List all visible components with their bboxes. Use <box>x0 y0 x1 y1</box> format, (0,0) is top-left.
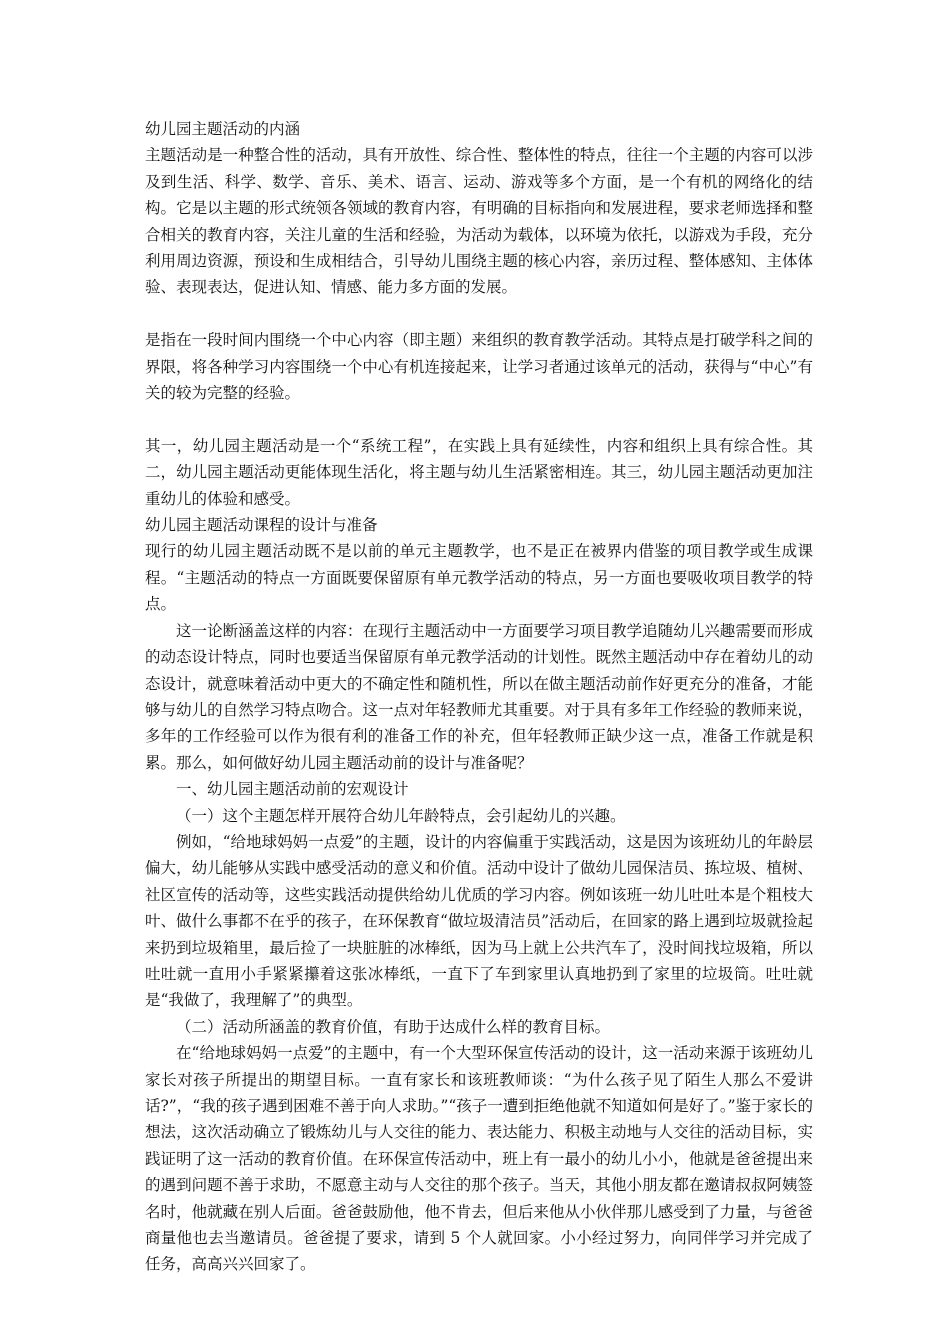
paragraph-example-earth: 例如，“给地球妈妈一点爱”的主题，设计的内容偏重于实践活动，这是因为该班幼儿的年龄层偏大，幼儿能够从实践中感受活动的意义和价值。活动中设计了做幼儿园保洁员、拣垃圾、植树、社区宣传的活动等，这些实践活动提供给幼儿优质的学习内容。例如该班一幼儿吐吐本是个粗枝大叶、做什么事都不在乎的孩子，在环保教育“做垃圾清洁员”活动后，在回家的路上遇到垃圾就捡起来扔到垃圾箱里，最后捡了一块脏脏的冰棒纸，因为马上就上公共汽车了，没时间找垃圾箱，所以吐吐就一直用小手紧紧攥着这张冰棒纸，一直下了车到家里认真地扔到了家里的垃圾筒。吐吐就是“我做了，我理解了”的典型。 <box>145 832 813 1010</box>
paragraph-gap <box>145 301 813 327</box>
section-heading-design: 幼儿园主题活动课程的设计与准备 <box>145 516 378 535</box>
document-title: 幼儿园主题活动的内涵 <box>145 120 301 138</box>
paragraph-features: 其一，幼儿园主题活动是一个“系统工程”，在实践上具有延续性，内容和组织上具有综合性。其二，幼儿园主题活动更能体现生活化，将主题与幼儿生活紧密相连。其三，幼儿园主题活动更加注重幼儿的体验和感受。 <box>145 436 813 508</box>
paragraph-unit-teaching: 是指在一段时间内围绕一个中心内容（即主题）来组织的教育教学活动。其特点是打破学科之间的界限，将各种学习内容围绕一个中心有机连接起来，让学习者通过该单元的活动，获得与“中心”有关的较为完整的经验。 <box>145 331 813 403</box>
section-heading-macro-design: 一、幼儿园主题活动前的宏观设计 <box>176 780 409 799</box>
document-page <box>145 116 813 1278</box>
subheading-educational-value: （二）活动所涵盖的教育价值，有助于达成什么样的教育目标。 <box>176 1017 611 1036</box>
paragraph-example-campaign: 在“给地球妈妈一点爱”的主题中，有一个大型环保宣传活动的设计，这一活动来源于该班幼儿家长对孩子所提出的期望目标。一直有家长和该班教师谈：“为什么孩子见了陌生人那么不爱讲话?”，“我的孩子遇到困难不善于向人求助。”“孩子一遭到拒绝他就不知道如何是好了。”鉴于家长的想法，这次活动确立了锻炼幼儿与人交往的能力、表达能力、积极主动地与人交往的活动目标，实践证明了这一活动的教育价值。在环保宣传活动中，班上有一最小的幼儿小小，他就是爸爸提出来的遇到问题不善于求助，不愿意主动与人交往的那个孩子。当天，其他小朋友都在邀请叔叔阿姨签名时，他就藏在别人后面。爸爸鼓励他，他不肯去，但后来他从小伙伴那儿感受到了力量，与爸爸商量他也去当邀请员。爸爸提了要求，请到 5 个人就回家。小小经过努力，向同伴学习并完成了任务，高高兴兴回家了。 <box>145 1044 813 1274</box>
paragraph-current-activities: 现行的幼儿园主题活动既不是以前的单元主题教学，也不是正在被界内借鉴的项目教学或生成课程。“主题活动的特点一方面既要保留原有单元教学活动的特点，另一方面也要吸收项目教学的特点。 <box>145 542 813 614</box>
subheading-age-fit: （一）这个主题怎样开展符合幼儿年龄特点，会引起幼儿的兴趣。 <box>176 806 626 825</box>
paragraph-gap <box>145 406 813 432</box>
paragraph-thesis: 这一论断涵盖这样的内容：在现行主题活动中一方面要学习项目教学追随幼儿兴趣需要而形成的动态设计特点，同时也要适当保留原有单元教学活动的计划性。既然主题活动中存在着幼儿的动态设计，就意味着活动中更大的不确定性和随机性，所以在做主题活动前作好更充分的准备，才能够与幼儿的自然学习特点吻合。这一点对年轻教师尤其重要。对于具有多年工作经验的教师来说，多年的工作经验可以作为很有利的准备工作的补充，但年轻教师正缺少这一点，准备工作就是积累。那么，如何做好幼儿园主题活动前的设计与准备呢？ <box>145 621 813 772</box>
paragraph-definition: 主题活动是一种整合性的活动，具有开放性、综合性、整体性的特点，往往一个主题的内容可以涉及到生活、科学、数学、音乐、美术、语言、运动、游戏等多个方面，是一个有机的网络化的结构。它是以主题的形式统领各领域的教育内容，有明确的目标指向和发展进程，要求老师选择和整合相关的教育内容，关注儿童的生活和经验，为活动为载体，以环境为依托，以游戏为手段，充分利用周边资源，预设和生成相结合，引导幼儿围绕主题的核心内容，亲历过程、整体感知、主体体验、表现表达，促进认知、情感、能力多方面的发展。 <box>145 146 813 297</box>
